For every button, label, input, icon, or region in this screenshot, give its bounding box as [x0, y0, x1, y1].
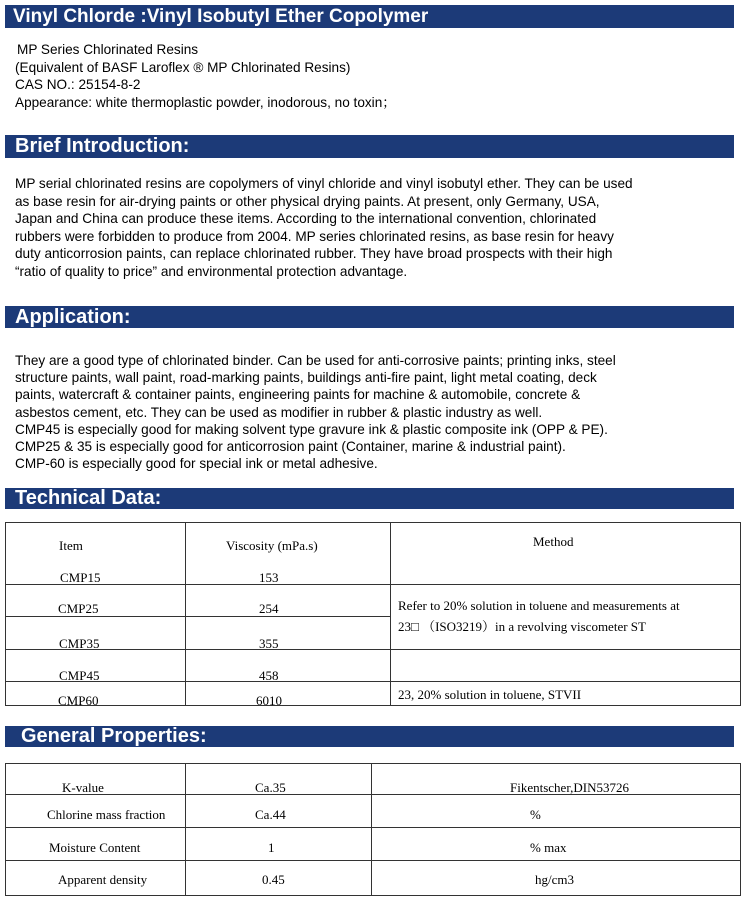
- intro-block: [15, 41, 396, 111]
- tech-row-viscosity: 458: [259, 668, 279, 683]
- technical-table: [5, 522, 741, 706]
- brief-heading-bar: [5, 135, 734, 158]
- intro-line-cas: CAS NO.: 25154-8-2: [15, 77, 141, 93]
- title-bar: [5, 5, 734, 28]
- application-line: CMP-60 is especially good for special ink or metal adhesive.: [15, 456, 378, 472]
- header-viscosity: Viscosity (mPa.s): [226, 538, 318, 553]
- intro-line-series: MP Series Chlorinated Resins: [17, 42, 199, 57]
- application-line: asbestos cement, etc. They can be used as modifier in rubber & plastic industry as well.: [15, 404, 543, 420]
- method-line-1: Refer to 20% solution in toluene and measurements at: [398, 598, 680, 613]
- method-line-2: 23□ （ISO3219）in a revolving viscometer ST: [398, 619, 646, 634]
- application-heading: Application:: [15, 306, 131, 328]
- brief-paragraph: [15, 175, 633, 281]
- tech-row-item: CMP15: [60, 570, 101, 585]
- property-name: K-value: [62, 780, 104, 795]
- technical-heading-bar: [5, 488, 734, 509]
- tech-row-viscosity: 254: [259, 601, 279, 616]
- application-line: paints, watercraft & container paints, engineering paints for machine & automobile, concrete &: [15, 387, 581, 403]
- property-name: Apparent density: [58, 872, 148, 887]
- page-title: Vinyl Chlorde :Vinyl Isobutyl Ether Copolymer: [13, 6, 429, 27]
- application-line: CMP25 & 35 is especially good for anticorrosion paint (Container, marine & industrial paint).: [15, 439, 566, 455]
- property-name: Chlorine mass fraction: [47, 807, 166, 822]
- property-value: Ca.44: [255, 807, 286, 822]
- brief-line: duty anticorrosion paints, can replace chlorinated rubber. They have broad prospects with their high: [15, 246, 613, 262]
- property-value: Ca.35: [255, 780, 286, 795]
- tech-row-item: CMP60: [58, 693, 99, 708]
- tech-row-item: CMP45: [59, 668, 100, 683]
- intro-line-equivalent: (Equivalent of BASF Laroflex ® MP Chlorinated Resins): [15, 59, 351, 75]
- property-note: % max: [530, 840, 567, 855]
- application-line: structure paints, wall paint, road-marking paints, buildings anti-fire paint, light metal coating, deck: [15, 370, 597, 386]
- application-paragraph: [15, 352, 616, 472]
- header-item: Item: [59, 538, 83, 553]
- tech-row-viscosity: 355: [259, 636, 279, 651]
- property-value: 1: [268, 840, 275, 855]
- general-heading-bar: [5, 726, 734, 747]
- property-value: 0.45: [262, 872, 285, 887]
- application-heading-bar: [5, 306, 734, 328]
- technical-heading: Technical Data:: [15, 487, 162, 509]
- brief-line: rubbers were forbidden to produce from 2004. MP series chlorinated resins, as base resin for heavy: [15, 228, 614, 244]
- property-name: Moisture Content: [49, 840, 141, 855]
- tech-row-item: CMP35: [59, 636, 100, 651]
- brief-line: “ratio of quality to price” and environmental protection advantage.: [15, 263, 408, 279]
- property-note: hg/cm3: [535, 872, 574, 887]
- brief-line: Japan and China can produce these items. According to the international convention, chlorinated: [15, 211, 597, 227]
- general-heading: General Properties:: [21, 725, 207, 747]
- general-table: [5, 763, 741, 896]
- brief-line: as base resin for air-drying paints or other physical drying paints. At present, only Germany, USA,: [15, 193, 600, 209]
- application-line: They are a good type of chlorinated binder. Can be used for anti-corrosive paints; printing inks, steel: [15, 353, 616, 368]
- brief-heading: Brief Introduction:: [15, 135, 190, 157]
- application-line: CMP45 is especially good for making solvent type gravure ink & plastic composite ink (OPP & PE).: [15, 421, 608, 437]
- property-note: %: [530, 807, 541, 822]
- tech-row-viscosity: 6010: [256, 693, 282, 708]
- header-method: Method: [533, 534, 574, 549]
- method-stvii: 23, 20% solution in toluene, STVII: [398, 687, 582, 702]
- tech-row-viscosity: 153: [259, 570, 279, 585]
- tech-row-item: CMP25: [58, 601, 99, 616]
- intro-line-appearance: Appearance: white thermoplastic powder, inodorous, no toxin；: [15, 94, 396, 110]
- brief-line: MP serial chlorinated resins are copolymers of vinyl chloride and vinyl isobutyl ether. They can be used: [15, 176, 633, 191]
- property-note: Fikentscher,DIN53726: [510, 780, 629, 795]
